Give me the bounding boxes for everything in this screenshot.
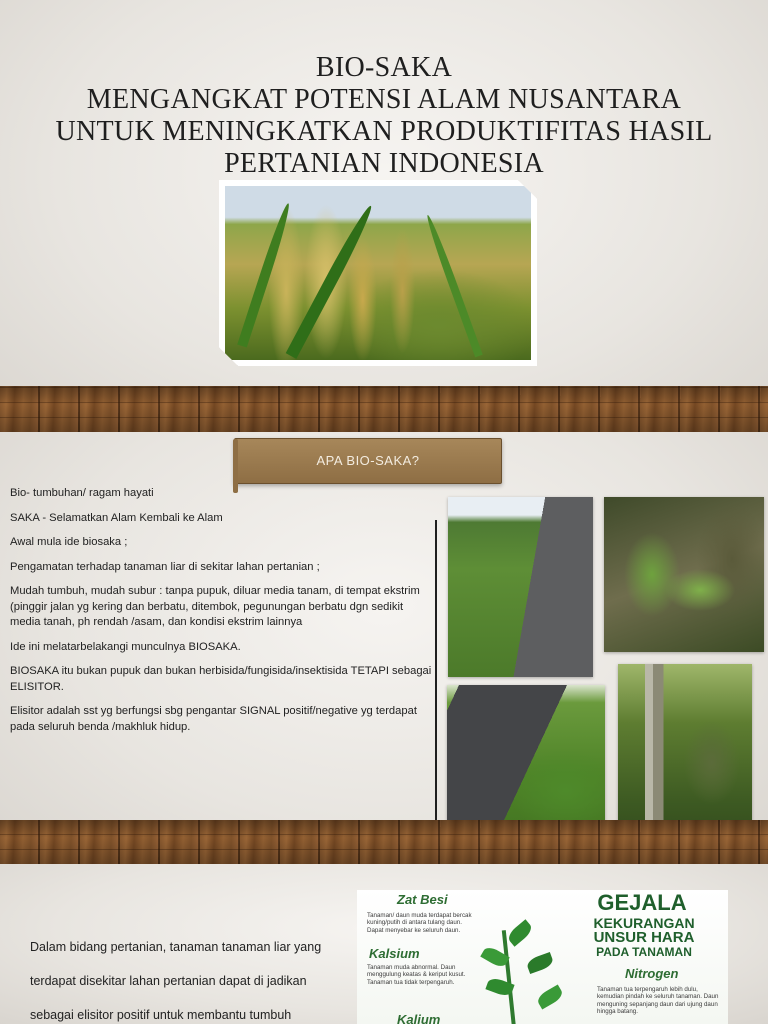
paragraph: Ide ini melatarbelakangi munculnya BIOSAKA. — [10, 640, 241, 653]
poster-title-3: UNSUR HARA — [593, 929, 695, 946]
wood-floor-divider — [0, 820, 768, 864]
nutrient-deficiency-poster — [357, 890, 728, 1024]
elisitor-text — [30, 930, 350, 1024]
plant-leaf — [525, 952, 554, 974]
zat-besi-desc: Tanaman/ daun muda terdapat bercak kuning/putih di antara tulang daun. Dapat menyebar ke seluruh daun. — [367, 912, 472, 934]
zat-besi-label: Zat Besi — [397, 892, 448, 907]
text-line: sebagai elisitor positif untuk membantu tumbuh — [30, 1008, 292, 1022]
paragraph: Bio- tumbuhan/ ragam hayati — [10, 487, 154, 499]
poster-title-4: PADA TANAMAN — [596, 945, 692, 959]
rice-photo-frame — [219, 180, 537, 366]
rice-leaf — [237, 202, 293, 348]
plant-leaf — [535, 984, 565, 1009]
kalium-label: Kalium — [397, 1012, 441, 1024]
paragraph: Awal mula ide biosaka ; — [10, 536, 128, 548]
wood-floor-divider — [0, 386, 768, 432]
paragraph: Pengamatan terhadap tanaman liar di sekitar lahan pertanian ; — [10, 560, 320, 573]
text-line: terdapat disekitar lahan pertanian dapat di jadikan — [30, 974, 307, 988]
title-line-4: PERTANIAN INDONESIA — [224, 148, 544, 179]
paragraph: Mudah tumbuh, mudah subur : tanpa pupuk, diluar media tanam, di tempat ekstrim (pinggir jalan yg kering dan berbatu, ditembok, pegunungan berbatu dgn sedikit media tanah, ph rendah /asam, dan kondisi ekstrim lainnya — [10, 585, 420, 628]
title-line-1: BIO-SAKA — [315, 52, 453, 83]
vertical-divider — [435, 520, 437, 860]
section-header-tab — [234, 438, 502, 484]
biosaka-description — [10, 486, 432, 744]
title-line-2: MENGANGKAT POTENSI ALAM NUSANTARA — [86, 84, 682, 115]
rice-field-photo — [225, 186, 531, 360]
kalsium-desc: Tanaman muda abnormal. Daun menggulung keatas & keriput kusut. Tanaman tua tidak terpengaruh. — [367, 964, 466, 986]
slide-title-text — [0, 52, 768, 180]
poster-title-1: GEJALA — [597, 890, 687, 915]
nitrogen-desc: Tanaman tua terpengaruh lebih dulu, kemudian pindah ke seluruh tanaman. Daun menguning sepanjang daun dari ujung daun hingga batang. — [597, 986, 719, 1016]
rice-leaf — [424, 214, 483, 358]
title-line-3: UNTUK MENINGKATKAN PRODUKTIFITAS HASIL — [55, 116, 713, 147]
section-header-label: APA BIO-SAKA? — [316, 453, 420, 468]
roadside-plants-photo — [448, 497, 593, 677]
fern-on-wall-photo — [604, 497, 764, 652]
paragraph: SAKA - Selamatkan Alam Kembali ke Alam — [10, 511, 223, 524]
plant-leaf — [506, 919, 535, 946]
paragraph: BIOSAKA itu bukan pupuk dan bukan herbisida/fungisida/insektisida TETAPI sebagai ELISITOR. — [10, 665, 432, 693]
nitrogen-label: Nitrogen — [625, 966, 679, 981]
poster-title-2: KEKURANGAN — [593, 915, 695, 931]
kalsium-label: Kalsium — [369, 946, 420, 961]
text-line: Dalam bidang pertanian, tanaman tanaman liar yang — [30, 940, 322, 954]
rice-leaf — [286, 203, 376, 359]
paragraph: Elisitor adalah sst yg berfungsi sbg pengantar SIGNAL positif/negative yg terdapat pada seluruh benda /makhluk hidup. — [10, 705, 417, 733]
